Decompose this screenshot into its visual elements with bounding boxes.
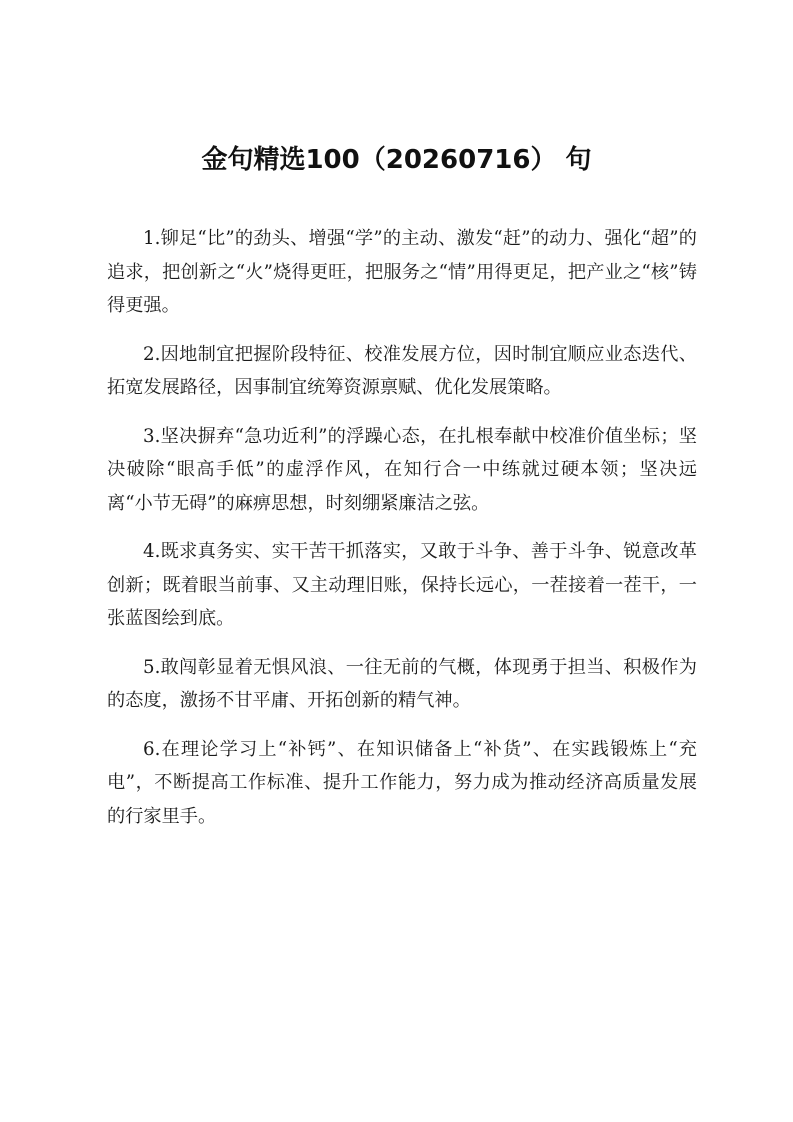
paragraph-5: 5.敢闯彰显着无惧风浪、一往无前的气概，体现勇于担当、积极作为的态度，激扬不甘平庸、开拓创新的精气神。 <box>107 656 697 711</box>
document-title: 金句精选100（20260716） 句 <box>201 145 592 175</box>
paragraph-2: 2.因地制宜把握阶段特征、校准发展方位，因时制宜顺应业态迭代、拓宽发展路径，因事制宜统筹资源禀赋、优化发展策略。 <box>107 343 697 398</box>
paragraph-4: 4.既求真务实、实干苦干抓落实，又敢于斗争、善于斗争、锐意改革创新；既着眼当前事、又主动理旧账，保持长远心，一茬接着一茬干，一张蓝图绘到底。 <box>107 541 697 629</box>
document-body <box>107 222 697 848</box>
paragraph-3: 3.坚决摒弃“急功近利”的浮躁心态，在扎根奉献中校准价值坐标；坚决破除“眼高手低”的虚浮作风，在知行合一中练就过硬本领；坚决远离“小节无碍”的麻痹思想，时刻绷紧廉洁之弦。 <box>107 425 697 514</box>
paragraph-1: 1.铆足“比”的劲头、增强“学”的主动、激发“赶”的动力、强化“超”的追求，把创新之“火”烧得更旺，把服务之“情”用得更足，把产业之“核”铸得更强。 <box>107 228 697 316</box>
paragraph-6: 6.在理论学习上“补钙”、在知识储备上“补货”、在实践锻炼上“充电”，不断提高工作标准、提升工作能力，努力成为推动经济高质量发展的行家里手。 <box>107 738 697 827</box>
